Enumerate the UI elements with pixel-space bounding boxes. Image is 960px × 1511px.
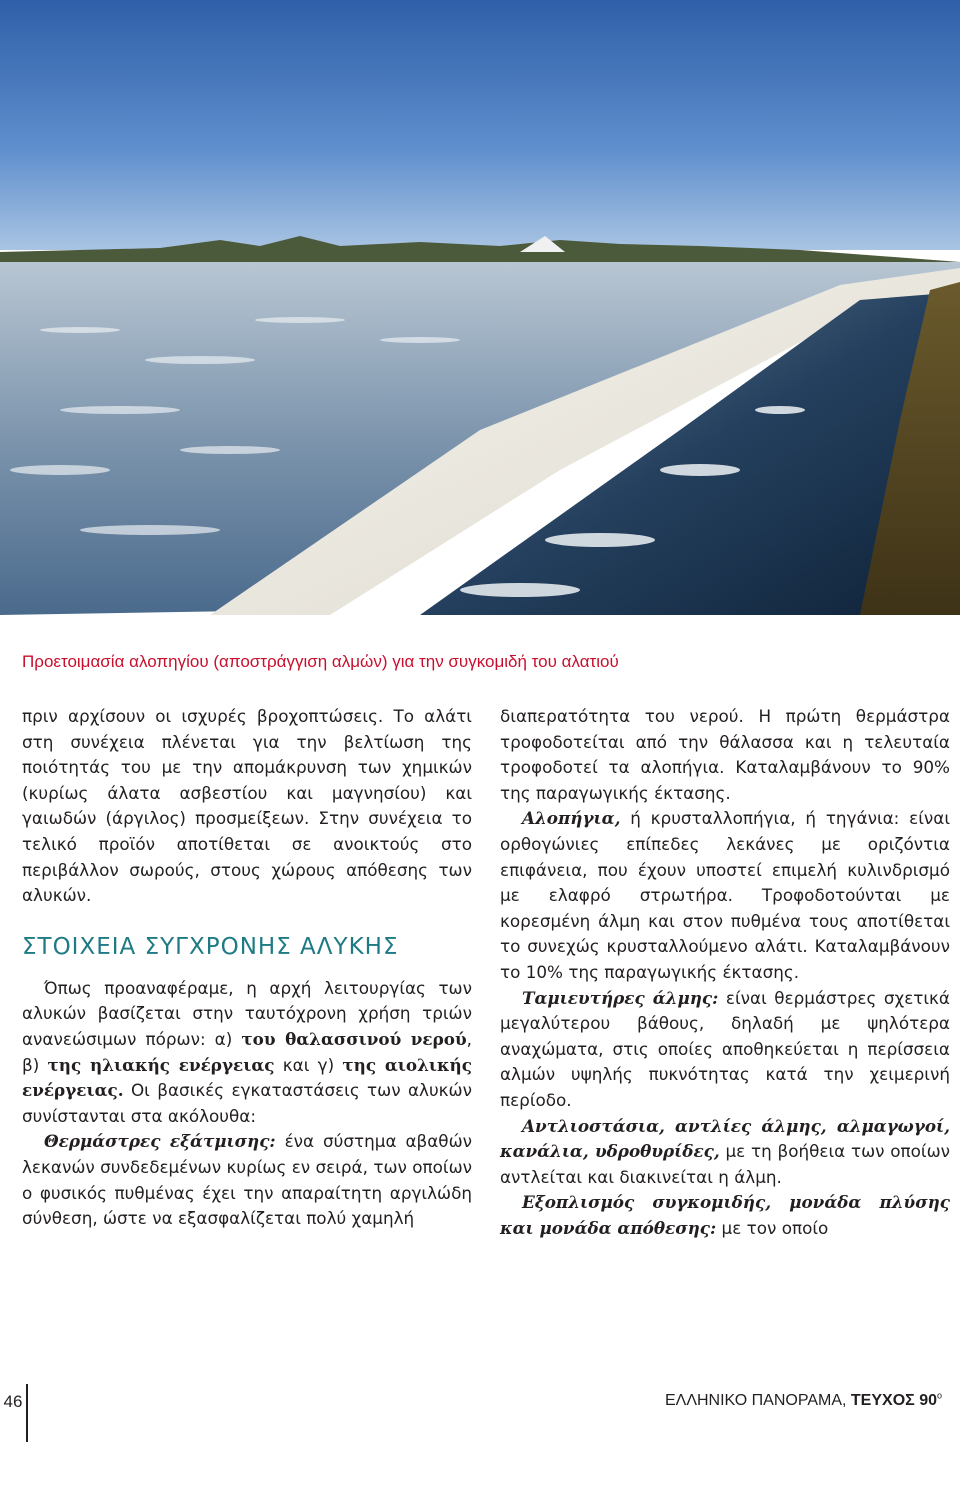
body-paragraph: [500, 986, 950, 1114]
body-paragraph: [500, 1114, 950, 1191]
photo-caption: Προετοιμασία αλοπηγίου (αποστράγγιση αλμών) για την συγκομιδή του αλατιού: [22, 652, 619, 671]
body-paragraph: [22, 1129, 472, 1231]
body-paragraph: [500, 806, 950, 985]
bold-phrase: της αιολικής ενέργειας.: [22, 1054, 472, 1101]
term-label: Αλοπήγια,: [522, 808, 621, 829]
paragraph-text: ή κρυσταλλοπήγια, ή τηγάνια: είναι ορθογώνιες επίπεδες λεκάνες με οριζόντια επιφάνεια, που έχουν υποστεί επιμελή κυλινδρισμό με ελαφρό στρωτήρα. Τροφοδοτούνται με κορεσμένη άλμη και στον πυθμένα τους αποτίθεται το συνεχώς κρυσταλλούμενο αλάτι. Καταλαμβάνουν το 10% της παραγωγικής έκτασης.: [500, 808, 950, 982]
paragraph-text: ένα σύστημα αβαθών λεκανών συνδεδεμένων κυρίως εν σειρά, των οποίων ο φυσικός πυθμένας έχει την απαραίτητη αργιλώδη σύνθεση, ώστε να εξασφαλίζεται πολύ χαμηλή: [22, 1131, 472, 1229]
bold-phrase: του θαλασσινού νερού: [241, 1028, 467, 1049]
paragraph-text: με τη βοήθεια των οποίων αντλείται και διακινείται η άλμη.: [500, 1141, 951, 1187]
bold-phrase: της ηλιακής ενέργειας: [47, 1054, 275, 1075]
salt-pan-photo: [0, 0, 960, 615]
left-column: [22, 704, 472, 1232]
paragraph-text: Οι βασικές εγκαταστάσεις των αλυκών συνίστανται στα ακόλουθα:: [22, 1080, 472, 1126]
paragraph-text: με τον οποίο: [716, 1217, 829, 1238]
term-label: Εξοπλισμός συγκομιδής, μονάδα πλύσης και μονάδα απόθεσης:: [500, 1192, 950, 1238]
paragraph-text: και γ): [274, 1054, 343, 1075]
body-paragraph: πριν αρχίσουν οι ισχυρές βροχοπτώσεις. Το αλάτι στη συνέχεια πλένεται για την βελτίωση της ποιότητάς του με την απομάκρυνση των χημικών (κυρίως άλατα ασβεστίου και μαγνησίου) και γαιωδών (άργιλος) προσμείξεων. Στην συνέχεια το τελικό προϊόν αποτίθεται σε ανοικτούς στο περιβάλλον σωρούς, στους χώρους απόθεσης των αλυκών.: [22, 706, 472, 906]
magazine-footer: [665, 1392, 942, 1410]
body-paragraph: διαπερατότητα του νερού. Η πρώτη θερμάστρα τροφοδοτείται από την θάλασσα και η τελευταία τροφοδοτεί τα αλοπήγια. Καταλαμβάνουν το 90% της παραγωγικής έκτασης.: [500, 706, 950, 803]
term-label: Ταμιευτήρες άλμης:: [522, 987, 719, 1008]
page-number: 46: [3, 1392, 23, 1411]
issue-label: ΤΕΥΧΟΣ 90: [850, 1392, 937, 1409]
term-label: Αντλιοστάσια, αντλίες άλμης, αλμαγωγοί, κανάλια, υδροθυρίδες,: [500, 1115, 950, 1162]
magazine-name: ΕΛΛΗΝΙΚΟ ΠΑΝΟΡΑΜΑ,: [664, 1392, 851, 1409]
term-label: Θερμάστρες εξάτμισης:: [44, 1131, 276, 1152]
paragraph-text: , β): [22, 1028, 472, 1075]
paragraph-text: είναι θερμάστρες σχετικά μεγαλύτερου βάθους, δηλαδή με ψηλότερα αναχώματα, στις οποίες αποθηκεύεται η περίσσεια αλμών υψηλής πυκνότητας κατά την χειμερινή περίοδο.: [500, 987, 950, 1110]
folio-rule: [26, 1384, 28, 1442]
issue-ordinal: ο: [936, 1390, 942, 1401]
body-paragraph: [22, 976, 472, 1130]
body-paragraph: [500, 1190, 950, 1241]
paragraph-text: Όπως προαναφέραμε, η αρχή λειτουργίας των αλυκών βασίζεται στην ταυτόχρονη χρήση τριών ανανεώσιμων πόρων: α): [22, 977, 472, 1049]
right-column: [500, 704, 950, 1241]
section-heading: ΣΤΟΙΧΕΙΑ ΣΥΓΧΡΟΝΗΣ ΑΛΥΚΗΣ: [22, 933, 399, 960]
